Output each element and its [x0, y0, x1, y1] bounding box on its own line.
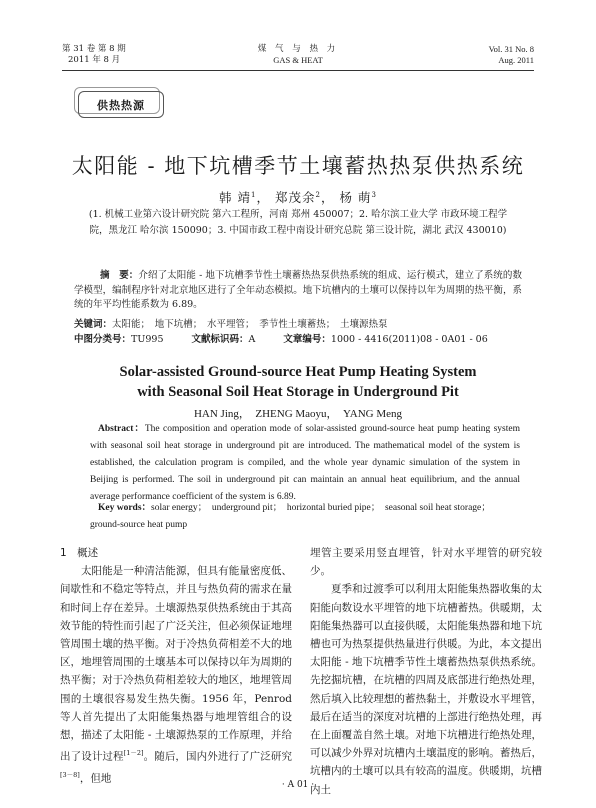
body-paragraph: 埋管主要采用竖直埋管，针对水平埋管的研究较少。: [310, 547, 542, 578]
author-3: 杨 萌: [339, 190, 372, 205]
affiliations-cn: (1. 机械工业第六设计研究院 第六工程所，河南 郑州 450007；2. 哈尔滨工业大学 市政环境工程学院，黑龙江 哈尔滨 150090；3. 中国市政工程中南设计研究总院 第三设计院，湖北 武汉 430010): [88, 209, 508, 236]
article-title-en: [0, 362, 596, 402]
journal-name-cn: 煤 气 与 热 力: [257, 44, 339, 54]
article-title-cn: 太阳能 - 地下坑槽季节土壤蓄热热泵供热系统: [71, 154, 525, 178]
doc-code-label: 文献标识码：: [191, 334, 249, 345]
date-en: Aug. 2011: [498, 55, 534, 65]
keywords-cn: [74, 318, 522, 333]
keywords-cn-label: 关键词：: [74, 319, 113, 330]
author-separator: ，: [320, 190, 335, 205]
abstract-en: [90, 421, 520, 506]
body-right-column: [310, 544, 542, 799]
page-number: · A 01 ·: [281, 780, 315, 790]
keywords-en-label: Key words：: [98, 503, 152, 513]
keywords-cn-text: 太阳能； 地下坑槽； 水平埋管； 季节性土壤蓄热； 土壤源热泵: [112, 319, 388, 330]
keywords-en-text: solar energy； underground pit； horizontal buried pipe； seasonal soil heat storage； ground-source heat pump: [90, 503, 496, 530]
body-text: ，但地: [79, 772, 112, 785]
doc-code-field: [192, 333, 256, 348]
classification-line: [74, 333, 522, 348]
body-left-column: [60, 544, 292, 788]
clc-field: [74, 333, 164, 348]
author-1-sup: 1: [251, 190, 257, 199]
article-number-label: 文章编号：: [283, 334, 331, 345]
article-number-value: 1000 - 4416(2011)08 - 0A01 - 06: [330, 334, 488, 345]
abstract-en-label: Abstract：: [98, 424, 145, 434]
header-right: [489, 44, 534, 66]
author-separator: ，: [256, 190, 271, 205]
abstract-cn-label: 摘 要：: [100, 270, 139, 281]
body-paragraph: 夏季和过渡季可以利用太阳能集热器收集的太阳能向数设水平埋管的地下坑槽蓄热。供暖期，太阳能集热器可以直接供暖，太阳能集热器和地下坑槽也可为热泵提供热量进行供暖。为此，本文提出太阳能 - 地下坑槽季节性土壤蓄热热泵供热系统。先挖掘坑槽，在坑槽的四周及底部进行绝热处理，然后填入比较理想的蓄热黏土，并敷设水平埋管，最后在适当的深度对坑槽的上部进行绝热处理，再在上面覆盖自然土壤。对地下坑槽进行绝热处理，可以减少外界对坑槽内土壤温度的影响。蓄热后，坑槽内的土壤可以具有较高的温度。供暖期，坑槽内土: [310, 583, 542, 796]
citation: [3－8]: [60, 770, 80, 779]
section-tag: 供热热源: [78, 91, 164, 118]
article-title-en-line2: with Seasonal Soil Heat Storage in Underground Pit: [137, 384, 459, 400]
body-text: 。随后，国内外进行了广泛研究: [143, 750, 293, 763]
volume-issue-en: Vol. 31 No. 8: [488, 44, 534, 54]
keywords-en: [90, 500, 520, 534]
abstract-en-text: The composition and operation mode of solar-assisted ground-source heat pump heating system with seasonal soil heat storage in underground pit are introduced. The mathematical model of the system is established, the calculation program is compiled, and the whole year dynamic simulation of the system in Beijing is performed. The soil in underground pit can maintain an annual heat equilibrium, and the annual average performance coefficient of the system is 6.89.: [90, 424, 521, 502]
body-paragraph: [60, 562, 292, 787]
author-3-sup: 3: [371, 190, 377, 199]
abstract-cn: [74, 269, 522, 313]
volume-issue-cn: 第 31 卷 第 8 期: [62, 44, 126, 54]
journal-name-en: GAS & HEAT: [273, 55, 323, 65]
author-1: 韩 靖: [219, 190, 252, 205]
doc-code-value: A: [248, 334, 256, 345]
authors-en: HAN Jing， ZHENG Maoyu， YANG Meng: [193, 408, 403, 420]
abstract-cn-text: 介绍了太阳能 - 地下坑槽季节性土壤蓄热热泵供热系统的组成、运行模式，建立了系统的数学模型，编制程序针对北京地区进行了全年动态模拟。地下坑槽内的土壤可以保持以年为周期的热平衡，系统的年平均性能系数为 6.89。: [74, 270, 522, 310]
authors-cn: [0, 188, 596, 206]
clc-value: TU995: [131, 334, 164, 345]
section-1-heading: 1 概述: [60, 547, 99, 559]
author-2-sup: 2: [315, 190, 321, 199]
body-text: 太阳能是一种清洁能源，但具有能量密度低、间歇性和不稳定等特点，并且与热负荷的需求在量和时间上存在差异。土壤源热泵供热系统由于其高效节能的特性而引起了广泛关注，但必须保证地埋管周围土壤的热平衡。对于冷热负荷相差不大的地区，地埋管周围的土壤基本可以保持以年为周期的热平衡；对于冷热负荷相差较大的地区，地埋管周围的土壤很容易发生热失衡。1956 年，Penrod 等人首先提出了太阳能集热器与地埋管组合的设想，描述了太阳能 - 土壤源热泵的工作原理，并给出了设计过程: [60, 565, 292, 763]
date-cn: 2011 年 8 月: [68, 55, 121, 65]
article-title-en-line1: Solar-assisted Ground-source Heat Pump Heating System: [119, 364, 477, 380]
article-number-field: [283, 333, 487, 348]
author-2: 郑茂余: [275, 190, 316, 205]
clc-label: 中图分类号：: [74, 334, 132, 345]
citation: [1－2]: [123, 749, 144, 758]
header-rule: [62, 70, 534, 71]
